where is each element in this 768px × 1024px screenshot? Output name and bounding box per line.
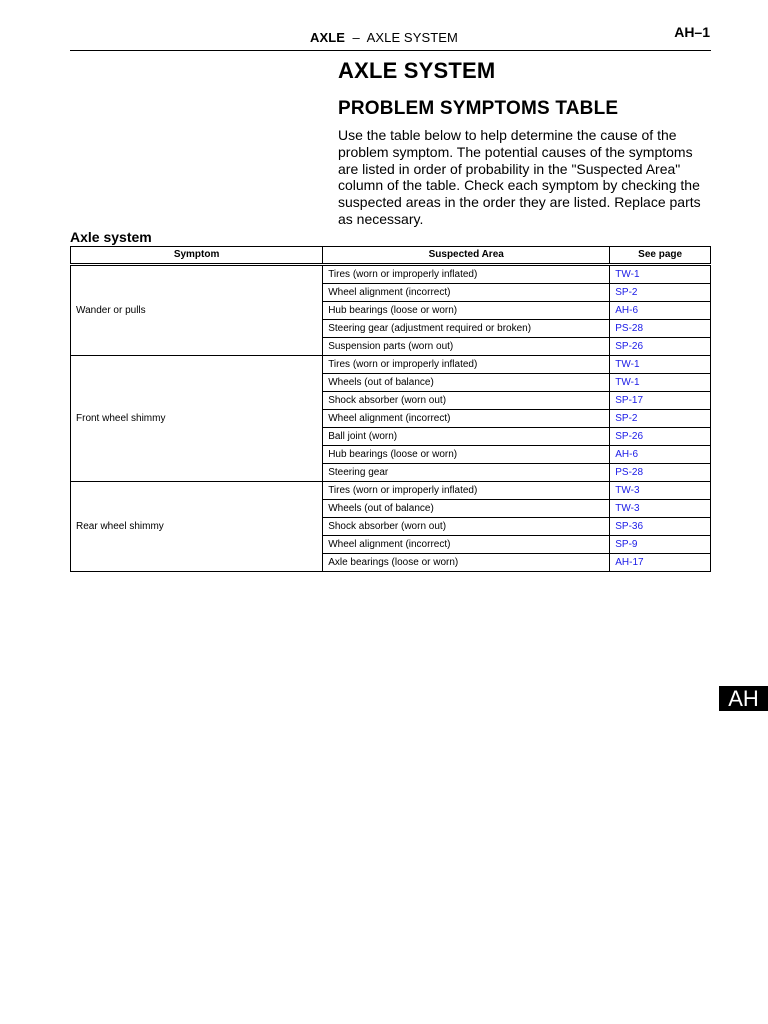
table-row xyxy=(71,482,711,500)
suspected-area-cell: Shock absorber (worn out) xyxy=(323,392,610,410)
see-page-link[interactable]: PS-28 xyxy=(610,464,711,482)
see-page-link[interactable]: AH-17 xyxy=(610,554,711,572)
see-page-link[interactable]: SP-2 xyxy=(610,410,711,428)
table-title: Axle system xyxy=(70,229,152,245)
symptom-cell: Front wheel shimmy xyxy=(71,356,323,482)
suspected-area-cell: Hub bearings (loose or worn) xyxy=(323,302,610,320)
running-header xyxy=(0,30,768,45)
suspected-area-cell: Wheels (out of balance) xyxy=(323,374,610,392)
suspected-area-cell: Suspension parts (worn out) xyxy=(323,338,610,356)
suspected-area-cell: Axle bearings (loose or worn) xyxy=(323,554,610,572)
table-header-row xyxy=(71,247,711,265)
suspected-area-cell: Wheels (out of balance) xyxy=(323,500,610,518)
suspected-area-cell: Steering gear (adjustment required or broken) xyxy=(323,320,610,338)
suspected-area-cell: Wheel alignment (incorrect) xyxy=(323,536,610,554)
header-separator: – xyxy=(352,30,360,45)
see-page-link[interactable]: PS-28 xyxy=(610,320,711,338)
suspected-area-cell: Tires (worn or improperly inflated) xyxy=(323,265,610,284)
see-page-link[interactable]: SP-26 xyxy=(610,338,711,356)
header-rule xyxy=(70,50,711,51)
see-page-link[interactable]: TW-1 xyxy=(610,265,711,284)
table-row xyxy=(71,356,711,374)
symptom-cell: Wander or pulls xyxy=(71,265,323,356)
symptom-cell: Rear wheel shimmy xyxy=(71,482,323,572)
page-number: AH–1 xyxy=(674,24,710,40)
see-page-link[interactable]: TW-3 xyxy=(610,500,711,518)
suspected-area-cell: Tires (worn or improperly inflated) xyxy=(323,482,610,500)
suspected-area-cell: Wheel alignment (incorrect) xyxy=(323,284,610,302)
see-page-link[interactable]: SP-26 xyxy=(610,428,711,446)
see-page-link[interactable]: TW-1 xyxy=(610,374,711,392)
see-page-link[interactable]: AH-6 xyxy=(610,446,711,464)
header-section-rest: AXLE SYSTEM xyxy=(366,30,458,45)
header-see-page: See page xyxy=(610,247,711,265)
see-page-link[interactable]: AH-6 xyxy=(610,302,711,320)
section-subtitle: PROBLEM SYMPTOMS TABLE xyxy=(338,98,619,119)
suspected-area-cell: Wheel alignment (incorrect) xyxy=(323,410,610,428)
see-page-link[interactable]: TW-3 xyxy=(610,482,711,500)
header-suspected-area: Suspected Area xyxy=(323,247,610,265)
see-page-link[interactable]: TW-1 xyxy=(610,356,711,374)
symptoms-table xyxy=(70,246,711,572)
suspected-area-cell: Shock absorber (worn out) xyxy=(323,518,610,536)
table-body xyxy=(71,265,711,572)
see-page-link[interactable]: SP-17 xyxy=(610,392,711,410)
table-row xyxy=(71,265,711,284)
suspected-area-cell: Ball joint (worn) xyxy=(323,428,610,446)
suspected-area-cell: Hub bearings (loose or worn) xyxy=(323,446,610,464)
section-tab: AH xyxy=(719,686,768,711)
intro-paragraph: Use the table below to help determine the cause of the problem symptom. The potential causes of the symptoms are listed in order of probability in the "Suspected Area" column of the table. Check each symptom by checking the suspected areas in the order they are listed. Replace parts as necessary. xyxy=(338,127,701,227)
header-symptom: Symptom xyxy=(71,247,323,265)
suspected-area-cell: Tires (worn or improperly inflated) xyxy=(323,356,610,374)
see-page-link[interactable]: SP-2 xyxy=(610,284,711,302)
see-page-link[interactable]: SP-9 xyxy=(610,536,711,554)
see-page-link[interactable]: SP-36 xyxy=(610,518,711,536)
suspected-area-cell: Steering gear xyxy=(323,464,610,482)
header-section-bold: AXLE xyxy=(310,30,346,45)
page-title: AXLE SYSTEM xyxy=(338,58,496,83)
